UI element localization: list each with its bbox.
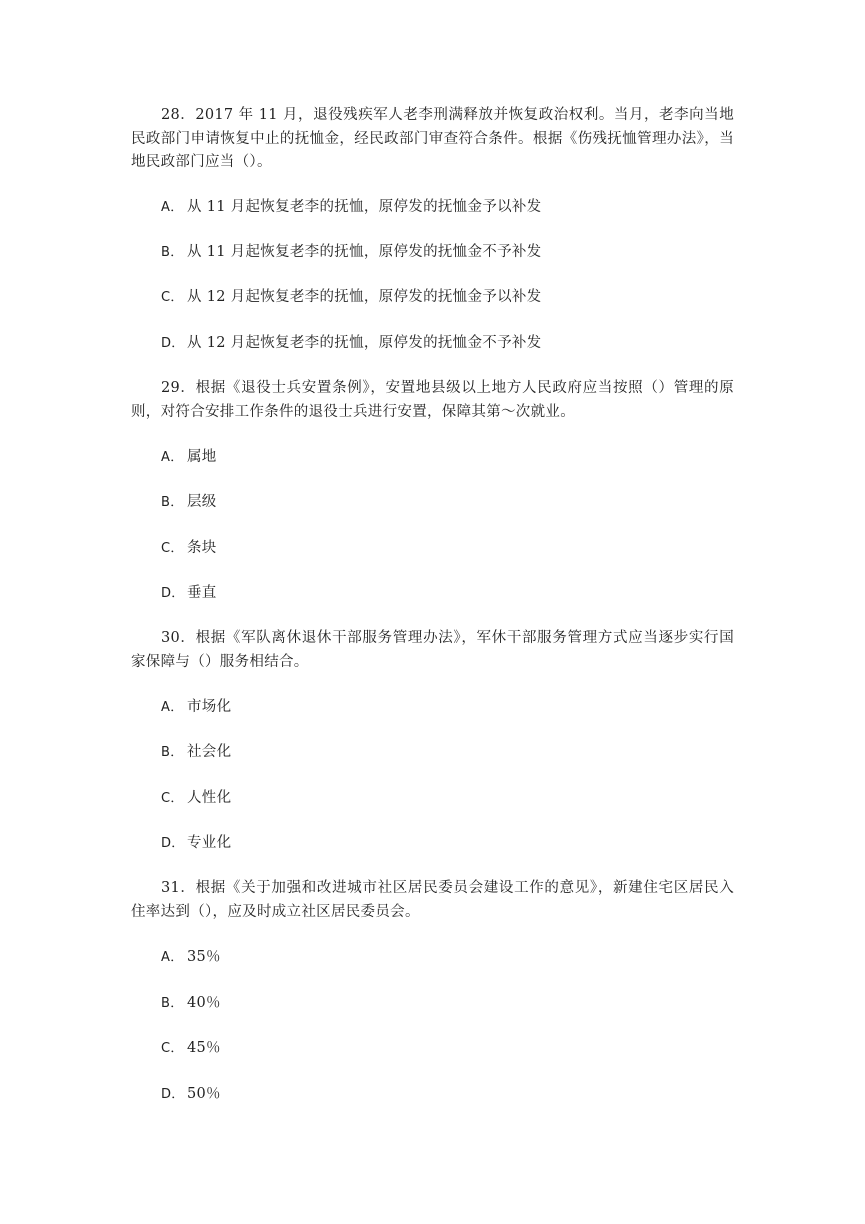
- question-31-option-b: [161, 993, 221, 1014]
- option-text: 社会化: [187, 744, 232, 760]
- question-29-option-c: [161, 538, 217, 559]
- option-text: 人性化: [187, 790, 232, 806]
- option-letter: A．: [161, 950, 184, 965]
- option-letter: D．: [161, 336, 185, 351]
- option-text: 层级: [187, 494, 217, 510]
- option-letter: B．: [161, 996, 184, 1011]
- option-text: 属地: [187, 449, 217, 465]
- question-29-stem: 29．根据《退役士兵安置条例》，安置地县级以上地方人民政府应当按照（）管理的原则，对符合安排工作条件的退役士兵进行安置，保障其第～次就业。: [131, 380, 734, 420]
- option-text: 35％: [187, 949, 221, 965]
- option-letter: B．: [161, 245, 184, 260]
- option-letter: C．: [161, 791, 184, 806]
- question-29-option-a: [161, 447, 217, 468]
- option-text: 条块: [187, 540, 217, 556]
- option-text: 从 11 月起恢复老李的抚恤，原停发的抚恤金予以补发: [187, 199, 542, 215]
- question-28-option-a: [161, 197, 541, 218]
- question-29-option-d: [161, 583, 217, 604]
- question-31-stem: 31．根据《关于加强和改进城市社区居民委员会建设工作的意见》，新建住宅区居民入住率达到（），应及时成立社区居民委员会。: [131, 880, 734, 920]
- question-30-option-c: [161, 788, 231, 809]
- option-text: 45％: [187, 1040, 221, 1056]
- option-text: 市场化: [187, 699, 232, 715]
- question-28-option-c: [161, 287, 541, 308]
- option-letter: A．: [161, 200, 184, 215]
- option-text: 40％: [187, 995, 221, 1011]
- question-28-stem: 28．2017 年 11 月，退役残疾军人老李刑满释放并恢复政治权利。当月，老李向当地民政部门申请恢复中止的抚恤金，经民政部门审查符合条件。根据《伤残抚恤管理办法》，当地民政部门应当（）。: [131, 107, 734, 170]
- option-text: 从 12 月起恢复老李的抚恤，原停发的抚恤金不予补发: [187, 335, 542, 351]
- question-28-option-b: [161, 242, 541, 263]
- option-letter: C．: [161, 1041, 184, 1056]
- option-letter: C．: [161, 541, 184, 556]
- option-text: 从 11 月起恢复老李的抚恤，原停发的抚恤金不予补发: [187, 244, 542, 260]
- question-29-option-b: [161, 492, 217, 513]
- option-letter: B．: [161, 745, 184, 760]
- question-28-option-d: [161, 333, 541, 354]
- option-letter: A．: [161, 450, 184, 465]
- question-30-stem: 30．根据《军队离休退休干部服务管理办法》，军休干部服务管理方式应当逐步实行国家保障与（）服务相结合。: [131, 630, 734, 670]
- option-letter: C．: [161, 290, 184, 305]
- option-letter: D．: [161, 586, 185, 601]
- option-letter: D．: [161, 836, 185, 851]
- question-31-option-d: [161, 1084, 221, 1105]
- option-text: 从 12 月起恢复老李的抚恤，原停发的抚恤金予以补发: [187, 289, 542, 305]
- option-text: 50％: [187, 1086, 221, 1102]
- question-30-option-a: [161, 697, 231, 718]
- option-letter: D．: [161, 1087, 185, 1102]
- option-text: 专业化: [187, 835, 232, 851]
- option-letter: B．: [161, 495, 184, 510]
- question-30-option-b: [161, 742, 231, 763]
- question-31-option-a: [161, 947, 221, 968]
- option-text: 垂直: [187, 585, 217, 601]
- option-letter: A．: [161, 700, 184, 715]
- question-31-option-c: [161, 1038, 221, 1059]
- question-30-option-d: [161, 833, 231, 854]
